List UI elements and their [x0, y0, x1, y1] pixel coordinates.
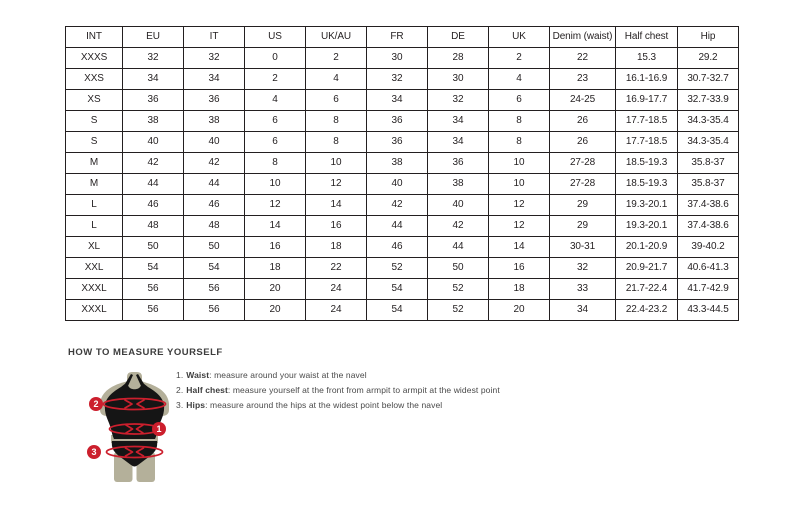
table-cell: 32	[367, 69, 428, 90]
table-cell: 39-40.2	[678, 237, 739, 258]
table-cell: 29	[550, 195, 616, 216]
table-cell: 34.3-35.4	[678, 111, 739, 132]
table-cell: 48	[184, 216, 245, 237]
table-cell: 24	[306, 300, 367, 321]
table-cell: 54	[184, 258, 245, 279]
table-cell: 52	[367, 258, 428, 279]
table-cell: 15.3	[616, 48, 678, 69]
table-cell: M	[66, 153, 123, 174]
column-header: Half chest	[616, 27, 678, 48]
table-cell: 36	[184, 90, 245, 111]
table-cell: S	[66, 132, 123, 153]
table-cell: L	[66, 195, 123, 216]
table-cell: 41.7-42.9	[678, 279, 739, 300]
table-cell: 40	[428, 195, 489, 216]
table-cell: 30	[428, 69, 489, 90]
table-cell: 54	[123, 258, 184, 279]
table-cell: 32	[184, 48, 245, 69]
table-cell: 16.9-17.7	[616, 90, 678, 111]
table-cell: 18	[306, 237, 367, 258]
table-cell: 36	[123, 90, 184, 111]
table-cell: 16.1-16.9	[616, 69, 678, 90]
table-cell: 30-31	[550, 237, 616, 258]
table-cell: 32.7-33.9	[678, 90, 739, 111]
table-cell: 34	[367, 90, 428, 111]
measure-step	[176, 400, 500, 415]
badge-number-waist: 1	[156, 424, 162, 435]
table-cell: 20.9-21.7	[616, 258, 678, 279]
table-cell: 32	[550, 258, 616, 279]
table-cell: 34.3-35.4	[678, 132, 739, 153]
table-cell: 22	[306, 258, 367, 279]
column-header: Denim (waist)	[550, 27, 616, 48]
table-row	[66, 90, 739, 111]
measure-step	[176, 370, 500, 385]
table-cell: 33	[550, 279, 616, 300]
table-row	[66, 69, 739, 90]
table-cell: 8	[489, 111, 550, 132]
table-cell: 4	[245, 90, 306, 111]
table-cell: 12	[245, 195, 306, 216]
table-cell: 50	[123, 237, 184, 258]
column-header: FR	[367, 27, 428, 48]
table-cell: 4	[306, 69, 367, 90]
table-cell: 20.1-20.9	[616, 237, 678, 258]
column-header: UK	[489, 27, 550, 48]
table-cell: 24-25	[550, 90, 616, 111]
table-cell: 35.8-37	[678, 174, 739, 195]
table-cell: 12	[306, 174, 367, 195]
table-row	[66, 300, 739, 321]
column-header: Hip	[678, 27, 739, 48]
table-cell: 10	[489, 153, 550, 174]
table-row	[66, 195, 739, 216]
table-cell: 40.6-41.3	[678, 258, 739, 279]
table-cell: 2	[489, 48, 550, 69]
table-header-row	[66, 27, 739, 48]
table-row	[66, 111, 739, 132]
table-cell: 38	[123, 111, 184, 132]
table-cell: 14	[306, 195, 367, 216]
table-cell: 27-28	[550, 174, 616, 195]
table-cell: 34	[428, 111, 489, 132]
table-cell: 56	[184, 279, 245, 300]
table-cell: 44	[367, 216, 428, 237]
table-row	[66, 48, 739, 69]
badge-number-chest: 2	[93, 399, 99, 410]
table-cell: 24	[306, 279, 367, 300]
table-row	[66, 216, 739, 237]
table-cell: 54	[367, 300, 428, 321]
table-cell: 19.3-20.1	[616, 195, 678, 216]
table-cell: 46	[367, 237, 428, 258]
measure-steps-list	[176, 370, 500, 415]
table-cell: 50	[184, 237, 245, 258]
table-cell: 20	[245, 300, 306, 321]
table-cell: 42	[367, 195, 428, 216]
table-cell: 10	[245, 174, 306, 195]
table-row	[66, 174, 739, 195]
table-cell: 22.4-23.2	[616, 300, 678, 321]
table-cell: 56	[123, 279, 184, 300]
table-cell: 6	[489, 90, 550, 111]
column-header: IT	[184, 27, 245, 48]
table-cell: 48	[123, 216, 184, 237]
table-cell: XL	[66, 237, 123, 258]
table-cell: 35.8-37	[678, 153, 739, 174]
table-cell: 2	[245, 69, 306, 90]
column-header: EU	[123, 27, 184, 48]
step-keyword: Half chest	[186, 385, 228, 395]
table-cell: 10	[489, 174, 550, 195]
table-cell: 30	[367, 48, 428, 69]
table-cell: 34	[184, 69, 245, 90]
table-cell: 23	[550, 69, 616, 90]
table-cell: 44	[428, 237, 489, 258]
table-cell: 36	[367, 132, 428, 153]
table-cell: 44	[184, 174, 245, 195]
table-cell: 8	[306, 132, 367, 153]
how-to-measure-heading: HOW TO MEASURE YOURSELF	[68, 347, 223, 358]
step-keyword: Waist	[186, 370, 210, 380]
table-cell: 34	[123, 69, 184, 90]
table-cell: 38	[184, 111, 245, 132]
table-cell: 22	[550, 48, 616, 69]
column-header: UK/AU	[306, 27, 367, 48]
table-cell: 46	[184, 195, 245, 216]
table-cell: 10	[306, 153, 367, 174]
table-cell: 32	[428, 90, 489, 111]
table-cell: 16	[306, 216, 367, 237]
table-cell: 37.4-38.6	[678, 216, 739, 237]
step-number: 2.	[176, 385, 184, 395]
table-cell: 6	[306, 90, 367, 111]
table-cell: 52	[428, 279, 489, 300]
column-header: INT	[66, 27, 123, 48]
step-number: 3.	[176, 400, 184, 410]
table-cell: 2	[306, 48, 367, 69]
table-cell: 56	[123, 300, 184, 321]
step-text: : measure around your waist at the navel	[209, 370, 367, 380]
table-cell: 12	[489, 216, 550, 237]
size-chart-table	[65, 26, 739, 321]
table-cell: 54	[367, 279, 428, 300]
column-header: DE	[428, 27, 489, 48]
table-cell: 36	[428, 153, 489, 174]
table-cell: 28	[428, 48, 489, 69]
table-cell: 8	[306, 111, 367, 132]
column-header: US	[245, 27, 306, 48]
measure-step	[176, 385, 500, 400]
table-cell: 38	[367, 153, 428, 174]
step-text: : measure yourself at the front from armpit to armpit at the widest point	[227, 385, 500, 395]
table-cell: 18.5-19.3	[616, 153, 678, 174]
table-cell: 50	[428, 258, 489, 279]
table-cell: 29.2	[678, 48, 739, 69]
table-cell: XXL	[66, 258, 123, 279]
table-cell: 6	[245, 132, 306, 153]
table-cell: 29	[550, 216, 616, 237]
table-cell: 40	[123, 132, 184, 153]
table-cell: XS	[66, 90, 123, 111]
table-cell: 17.7-18.5	[616, 132, 678, 153]
table-cell: XXXL	[66, 300, 123, 321]
table-cell: 44	[123, 174, 184, 195]
table-cell: 8	[245, 153, 306, 174]
step-text: : measure around the hips at the widest point below the navel	[205, 400, 443, 410]
table-cell: L	[66, 216, 123, 237]
step-keyword: Hips	[186, 400, 206, 410]
table-cell: 52	[428, 300, 489, 321]
table-cell: XXXS	[66, 48, 123, 69]
table-cell: 14	[245, 216, 306, 237]
table-cell: 12	[489, 195, 550, 216]
table-cell: 0	[245, 48, 306, 69]
table-cell: XXS	[66, 69, 123, 90]
table-row	[66, 279, 739, 300]
table-cell: S	[66, 111, 123, 132]
table-cell: 32	[123, 48, 184, 69]
table-cell: 4	[489, 69, 550, 90]
table-cell: 40	[184, 132, 245, 153]
table-cell: 30.7-32.7	[678, 69, 739, 90]
step-number: 1.	[176, 370, 184, 380]
table-cell: 6	[245, 111, 306, 132]
table-cell: 14	[489, 237, 550, 258]
table-cell: 18.5-19.3	[616, 174, 678, 195]
table-cell: 37.4-38.6	[678, 195, 739, 216]
table-cell: 42	[123, 153, 184, 174]
table-row	[66, 153, 739, 174]
table-row	[66, 132, 739, 153]
table-cell: 16	[489, 258, 550, 279]
table-row	[66, 237, 739, 258]
table-cell: 40	[367, 174, 428, 195]
table-cell: 20	[245, 279, 306, 300]
table-cell: 18	[489, 279, 550, 300]
table-cell: 56	[184, 300, 245, 321]
table-cell: XXXL	[66, 279, 123, 300]
table-cell: 38	[428, 174, 489, 195]
table-cell: 36	[367, 111, 428, 132]
table-cell: 16	[245, 237, 306, 258]
table-cell: 19.3-20.1	[616, 216, 678, 237]
table-cell: 21.7-22.4	[616, 279, 678, 300]
table-cell: 42	[428, 216, 489, 237]
table-row	[66, 258, 739, 279]
badge-number-hip: 3	[91, 447, 97, 458]
table-cell: 27-28	[550, 153, 616, 174]
table-cell: 46	[123, 195, 184, 216]
table-cell: 26	[550, 111, 616, 132]
table-cell: 18	[245, 258, 306, 279]
table-cell: 26	[550, 132, 616, 153]
table-cell: 8	[489, 132, 550, 153]
table-cell: 34	[428, 132, 489, 153]
table-cell: 43.3-44.5	[678, 300, 739, 321]
table-cell: 42	[184, 153, 245, 174]
table-cell: 20	[489, 300, 550, 321]
table-cell: 17.7-18.5	[616, 111, 678, 132]
table-cell: 34	[550, 300, 616, 321]
table-cell: M	[66, 174, 123, 195]
